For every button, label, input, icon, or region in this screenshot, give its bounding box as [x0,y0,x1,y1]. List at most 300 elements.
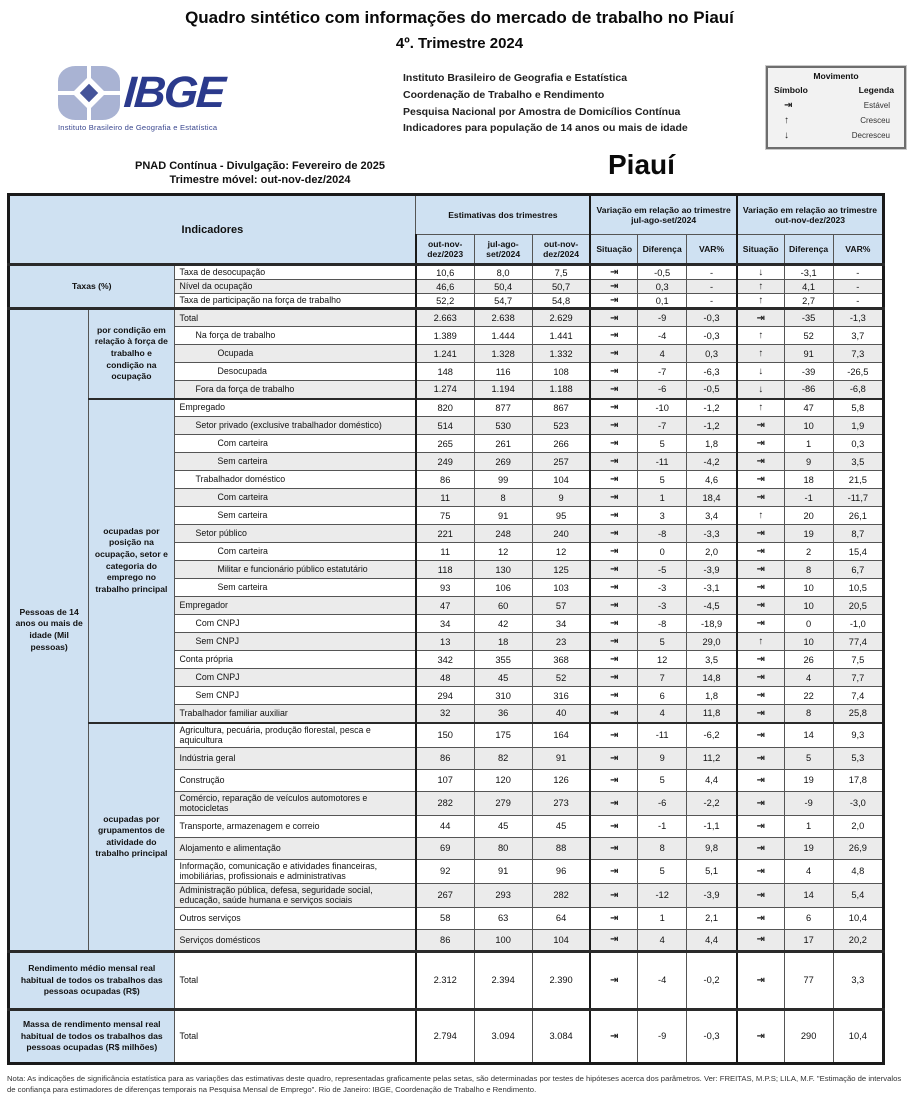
difference-cell: 4 [784,669,833,687]
estimate-cell: 86 [416,929,474,951]
page-title: Quadro sintético com informações do mercado de trabalho no Piauí [185,8,734,27]
var-cell: -3,9 [687,883,737,907]
situation-cell: ⇥ [590,471,637,489]
difference-cell: 1 [784,815,833,837]
difference-cell: 4 [638,345,687,363]
estimate-cell: 8 [474,489,532,507]
estimate-cell: 3.094 [474,1009,532,1063]
indicator-label: Desocupada [174,363,416,381]
difference-cell: 52 [784,327,833,345]
var-cell: -2,2 [687,791,737,815]
difference-cell: 14 [784,723,833,748]
difference-cell: 14 [784,883,833,907]
estimate-cell: 44 [416,815,474,837]
difference-cell: -3,1 [784,265,833,280]
difference-cell: 5 [638,435,687,453]
indicator-label: Empregador [174,597,416,615]
ibge-logo [58,66,273,132]
estimate-cell: 86 [416,471,474,489]
estimate-cell: 1.194 [474,381,532,399]
legend-title: Movimento [813,71,859,81]
estimate-cell: 95 [532,507,590,525]
release-line: PNAD Contínua - Divulgação: Fevereiro de 2025 [134,160,385,172]
indicator-label: Sem CNPJ [174,633,416,651]
indicator-label: Taxa de desocupação [174,265,416,280]
difference-cell: 9 [784,453,833,471]
var-cell: -3,1 [687,579,737,597]
var-cell: - [687,280,737,294]
estimate-cell: 80 [474,837,532,859]
estimate-cell: 46,6 [416,280,474,294]
difference-cell: 18 [784,471,833,489]
estimate-cell: 104 [532,471,590,489]
var-cell: 9,3 [833,723,883,748]
estimate-cell: 12 [532,543,590,561]
estimate-cell: 58 [416,907,474,929]
legend-columns [772,85,900,98]
situation-cell: ⇥ [590,363,637,381]
situation-cell: ↑ [737,633,784,651]
col-header-estimativas: Estimativas dos trimestres [416,195,591,235]
org-lines [403,66,718,137]
difference-cell: -11 [638,453,687,471]
estimate-cell: 103 [532,579,590,597]
situation-cell: ⇥ [590,723,637,748]
situation-cell: ⇥ [590,399,637,417]
estimate-cell: 368 [532,651,590,669]
estimate-cell: 116 [474,363,532,381]
indicator-label: Nível da ocupação [174,280,416,294]
situation-cell: ⇥ [590,294,637,309]
situation-cell: ⇥ [737,543,784,561]
var-cell: -3,3 [687,525,737,543]
difference-cell: -5 [638,561,687,579]
situation-cell: ⇥ [737,791,784,815]
estimate-cell: 11 [416,543,474,561]
var-prev-line1: Variação em relação ao trimestre [596,205,731,215]
situation-cell: ⇥ [590,705,637,723]
situation-cell: ↑ [737,345,784,363]
situation-cell: ⇥ [590,507,637,525]
situation-cell: ⇥ [590,633,637,651]
estimate-cell: 125 [532,561,590,579]
difference-cell: 5 [638,471,687,489]
legend-col-legend: Legenda [858,85,894,95]
situation-cell: ⇥ [590,525,637,543]
estimate-cell: 100 [474,929,532,951]
estimate-cell: 88 [532,837,590,859]
indicator-label: Total [174,1009,416,1063]
estimate-cell: 523 [532,417,590,435]
difference-cell: 8 [784,561,833,579]
col-header-var-year [737,195,884,235]
situation-cell: ⇥ [590,489,637,507]
situation-cell: ⇥ [590,883,637,907]
situation-cell: ⇥ [590,381,637,399]
estimate-cell: 867 [532,399,590,417]
ibge-logo-caption: Instituto Brasileiro de Geografia e Estatística [58,123,218,132]
difference-cell: 7 [638,669,687,687]
row-group-label: Taxas (%) [9,265,175,309]
estimate-cell: 221 [416,525,474,543]
estimate-cell: 282 [416,791,474,815]
estimate-cell: 820 [416,399,474,417]
legend-item-label: Decresceu [851,130,890,140]
var-cell: -11,7 [833,489,883,507]
estimate-cell: 18 [474,633,532,651]
difference-cell: 5 [784,747,833,769]
var-cell: 77,4 [833,633,883,651]
difference-cell: 4 [784,859,833,883]
indicator-label: Taxa de participação na força de trabalho [174,294,416,309]
estimate-cell: 92 [416,859,474,883]
difference-cell: 10 [784,417,833,435]
difference-cell: -6 [638,791,687,815]
situation-cell: ⇥ [590,907,637,929]
estimate-cell: 108 [532,363,590,381]
estimate-cell: 23 [532,633,590,651]
estimate-cell: 1.241 [416,345,474,363]
difference-cell: 0 [638,543,687,561]
release-row [0,149,919,193]
estimate-cell: 294 [416,687,474,705]
var-cell: 20,5 [833,597,883,615]
estimate-cell: 316 [532,687,590,705]
situation-cell: ⇥ [737,815,784,837]
row-subgroup-label: por condição em relação à força de trabalho e condição na ocupação [89,309,174,399]
situation-cell: ⇥ [737,705,784,723]
difference-cell: 77 [784,951,833,1009]
difference-cell: 22 [784,687,833,705]
estimate-cell: 530 [474,417,532,435]
estimate-cell: 96 [532,859,590,883]
var-cell: 10,5 [833,579,883,597]
var-cell: -4,2 [687,453,737,471]
col-header-varpct: VAR% [833,235,883,265]
indicator-label: Administração pública, defesa, seguridade social, educação, saúde humana e serviços sociais [174,883,416,907]
estimate-cell: 2.638 [474,309,532,327]
difference-cell: 1 [784,435,833,453]
difference-cell: -8 [638,525,687,543]
difference-cell: 91 [784,345,833,363]
estimate-cell: 514 [416,417,474,435]
col-header-period: out-nov-dez/2023 [416,235,474,265]
estimate-cell: 164 [532,723,590,748]
var-year-line2: out-nov-dez/2023 [774,215,846,225]
estimate-cell: 75 [416,507,474,525]
page-subtitle: 4º. Trimestre 2024 [395,35,524,52]
var-cell: 14,8 [687,669,737,687]
difference-cell: 4,1 [784,280,833,294]
org-line: Pesquisa Nacional por Amostra de Domicílios Contínua [403,105,681,118]
var-cell: 0,3 [687,345,737,363]
report-page [0,8,919,1095]
situation-cell: ⇥ [590,1009,637,1063]
row-group-label: Massa de rendimento mensal real habitual de todos os trabalhos das pessoas ocupadas (R$ milhões) [9,1009,175,1063]
var-cell: 3,5 [833,453,883,471]
difference-cell: 3 [638,507,687,525]
var-cell: 21,5 [833,471,883,489]
difference-cell: 6 [784,907,833,929]
difference-cell: 0 [784,615,833,633]
estimate-cell: 52 [532,669,590,687]
var-cell: 1,9 [833,417,883,435]
ibge-logo-text: IBGE [122,68,226,117]
estimate-cell: 45 [474,815,532,837]
col-header-diferenca: Diferença [784,235,833,265]
estimate-cell: 3.084 [532,1009,590,1063]
estimate-cell: 877 [474,399,532,417]
var-cell: 9,8 [687,837,737,859]
estimate-cell: 148 [416,363,474,381]
situation-cell: ⇥ [590,579,637,597]
difference-cell: 4 [638,705,687,723]
difference-cell: 12 [638,651,687,669]
situation-cell: ⇥ [737,417,784,435]
indicator-label: Sem CNPJ [174,687,416,705]
estimate-cell: 2.629 [532,309,590,327]
var-cell: 4,4 [687,929,737,951]
estimate-cell: 249 [416,453,474,471]
var-cell: 5,1 [687,859,737,883]
estimate-cell: 69 [416,837,474,859]
situation-cell: ⇥ [590,543,637,561]
situation-cell: ↓ [737,363,784,381]
situation-cell: ↓ [737,381,784,399]
var-cell: 4,4 [687,769,737,791]
col-header-situacao: Situação [737,235,784,265]
indicator-label: Com CNPJ [174,615,416,633]
footnote: Nota: As indicações de significância estatística para as variações das estimativas deste quadro, representadas graficamente pelas setas, são determinadas por testes de hipóteses acerca dos parâmetros. Ver: FREITAS, M.P.S; LILA, M.F. "Estimação de intervalos de confiança para estimadores de diferenças temporais na Pesquisa Mensal de Emprego". Rio de Janeiro: IBGE, Coordenação de Trabalho e Rendimento. [7,1073,902,1095]
difference-cell: -10 [638,399,687,417]
situation-cell: ⇥ [737,525,784,543]
situation-cell: ⇥ [590,815,637,837]
indicator-label: Trabalhador familiar auxiliar [174,705,416,723]
indicator-label: Sem carteira [174,579,416,597]
estimate-cell: 2.390 [532,951,590,1009]
difference-cell: -7 [638,417,687,435]
var-cell: - [833,294,883,309]
var-cell: 26,1 [833,507,883,525]
estimate-cell: 91 [532,747,590,769]
situation-cell: ↑ [737,280,784,294]
situation-cell: ⇥ [590,687,637,705]
var-cell: 3,3 [833,951,883,1009]
indicator-label: Com carteira [174,489,416,507]
estimate-cell: 47 [416,597,474,615]
down-arrow-icon: ↓ [784,129,789,141]
estimate-cell: 36 [474,705,532,723]
estimate-cell: 126 [532,769,590,791]
col-header-situacao: Situação [590,235,637,265]
release-line: Trimestre móvel: out-nov-dez/2024 [169,174,351,187]
estimate-cell: 120 [474,769,532,791]
indicator-label: Outros serviços [174,907,416,929]
situation-cell: ⇥ [737,687,784,705]
difference-cell: 5 [638,769,687,791]
difference-cell: 0,1 [638,294,687,309]
var-cell: 8,7 [833,525,883,543]
var-cell: 5,8 [833,399,883,417]
var-cell: 29,0 [687,633,737,651]
var-cell: 7,7 [833,669,883,687]
var-cell: 3,5 [687,651,737,669]
col-header-diferenca: Diferença [638,235,687,265]
indicator-label: Na força de trabalho [174,327,416,345]
situation-cell: ⇥ [737,951,784,1009]
var-prev-line2: jul-ago-set/2024 [631,215,697,225]
difference-cell: 10 [784,579,833,597]
estimate-cell: 12 [474,543,532,561]
indicator-label: Comércio, reparação de veículos automotores e motocicletas [174,791,416,815]
estimate-cell: 269 [474,453,532,471]
situation-cell: ⇥ [737,669,784,687]
estimate-cell: 257 [532,453,590,471]
var-cell: -6,3 [687,363,737,381]
situation-cell: ↑ [737,399,784,417]
indicator-label: Setor privado (exclusive trabalhador doméstico) [174,417,416,435]
var-cell: -1,0 [833,615,883,633]
difference-cell: -11 [638,723,687,748]
var-cell: 10,4 [833,907,883,929]
col-header-indicadores: Indicadores [9,195,416,265]
var-cell: 6,7 [833,561,883,579]
var-cell: 18,4 [687,489,737,507]
estimate-cell: 261 [474,435,532,453]
var-cell: 4,6 [687,471,737,489]
var-cell: - [833,265,883,280]
stable-arrow-icon: ⇥ [784,99,793,111]
situation-cell: ⇥ [737,471,784,489]
indicator-label: Serviços domésticos [174,929,416,951]
estimate-cell: 2.394 [474,951,532,1009]
estimate-cell: 1.441 [532,327,590,345]
estimate-cell: 60 [474,597,532,615]
legend-item-stable [772,98,900,113]
situation-cell: ⇥ [590,417,637,435]
var-cell: -3,9 [687,561,737,579]
difference-cell: 19 [784,837,833,859]
row-group-label: Rendimento médio mensal real habitual de todos os trabalhos das pessoas ocupadas (R$) [9,951,175,1009]
situation-cell: ⇥ [590,769,637,791]
estimate-cell: 175 [474,723,532,748]
difference-cell: 0,3 [638,280,687,294]
var-cell: 3,7 [833,327,883,345]
movement-legend [766,66,906,149]
difference-cell: -9 [638,309,687,327]
indicator-label: Com carteira [174,543,416,561]
situation-cell: ⇥ [737,723,784,748]
col-header-var-prev [590,195,736,235]
var-cell: 0,3 [833,435,883,453]
indicator-label: Conta própria [174,651,416,669]
indicator-label: Agricultura, pecuária, produção florestal, pesca e aquicultura [174,723,416,748]
situation-cell: ⇥ [590,597,637,615]
situation-cell: ⇥ [737,651,784,669]
difference-cell: 4 [638,929,687,951]
estimate-cell: 13 [416,633,474,651]
estimate-cell: 1.188 [532,381,590,399]
indicator-label: Construção [174,769,416,791]
var-cell: -0,5 [687,381,737,399]
var-cell: -0,2 [687,951,737,1009]
table-header [9,195,884,265]
situation-cell: ⇥ [590,951,637,1009]
legend-item-up [772,113,900,128]
estimate-cell: 240 [532,525,590,543]
estimate-cell: 11 [416,489,474,507]
table-row [9,951,884,1009]
indicator-label: Setor público [174,525,416,543]
difference-cell: 9 [638,747,687,769]
difference-cell: -3 [638,579,687,597]
situation-cell: ⇥ [590,453,637,471]
var-cell: -1,3 [833,309,883,327]
var-cell: -3,0 [833,791,883,815]
var-cell: 2,1 [687,907,737,929]
situation-cell: ⇥ [737,907,784,929]
situation-cell: ⇥ [737,883,784,907]
row-subgroup-label: ocupadas por grupamentos de atividade do trabalho principal [89,723,174,952]
situation-cell: ⇥ [737,747,784,769]
indicator-label: Com carteira [174,435,416,453]
situation-cell: ⇥ [737,435,784,453]
situation-cell: ⇥ [590,859,637,883]
situation-cell: ⇥ [737,615,784,633]
row-subgroup-label: ocupadas por posição na ocupação, setor e categoria do emprego no trabalho principal [89,399,174,723]
indicator-label: Indústria geral [174,747,416,769]
situation-cell: ⇥ [590,669,637,687]
var-cell: 5,4 [833,883,883,907]
var-cell: - [687,294,737,309]
estimate-cell: 91 [474,507,532,525]
org-line: Instituto Brasileiro de Geografia e Estatística [403,72,628,84]
situation-cell: ⇥ [737,929,784,951]
situation-cell: ↑ [737,294,784,309]
var-cell: -1,1 [687,815,737,837]
estimate-cell: 310 [474,687,532,705]
legend-item-label: Estável [863,100,890,110]
var-cell: 15,4 [833,543,883,561]
estimate-cell: 118 [416,561,474,579]
difference-cell: -1 [784,489,833,507]
indicator-label: Informação, comunicação e atividades financeiras, imobiliárias, profissionais e administrativas [174,859,416,883]
var-cell: - [687,265,737,280]
var-cell: 2,0 [687,543,737,561]
table-body [9,265,884,1064]
situation-cell: ⇥ [590,651,637,669]
estimate-cell: 82 [474,747,532,769]
situation-cell: ⇥ [737,309,784,327]
var-cell: -4,5 [687,597,737,615]
estimate-cell: 54,7 [474,294,532,309]
estimate-cell: 130 [474,561,532,579]
estimate-cell: 99 [474,471,532,489]
estimate-cell: 34 [416,615,474,633]
var-cell: 7,5 [833,651,883,669]
situation-cell: ⇥ [590,747,637,769]
var-cell: 25,8 [833,705,883,723]
estimate-cell: 45 [474,669,532,687]
var-cell: -0,3 [687,327,737,345]
var-cell: 17,8 [833,769,883,791]
difference-cell: 1 [638,907,687,929]
estimate-cell: 342 [416,651,474,669]
table-row [9,723,884,748]
var-cell: - [833,280,883,294]
estimate-cell: 57 [532,597,590,615]
up-arrow-icon: ↑ [784,114,789,126]
